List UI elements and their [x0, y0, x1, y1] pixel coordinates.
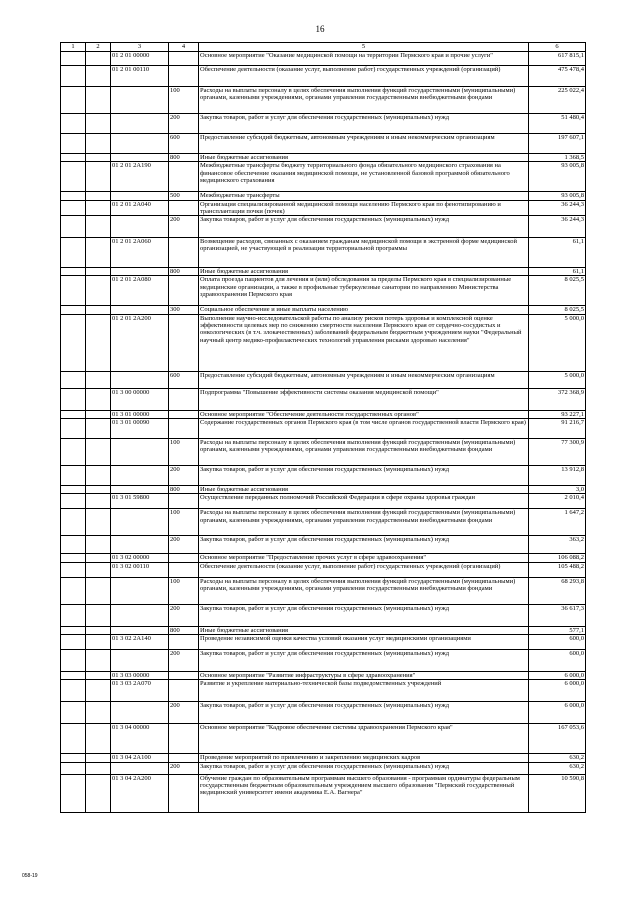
page-number: 16 [315, 24, 325, 34]
description-cell: Закупка товаров, работ и услуг для обеспечения государственных (муниципальных) нужд [199, 649, 529, 671]
table-row [61, 410, 586, 418]
amount-cell: 630,2 [529, 762, 586, 774]
section-cell [61, 774, 86, 812]
description-cell: Развитие и укрепление материально-технической базы подведомственных учреждений [199, 680, 529, 702]
target-article-cell: 01 2 01 2А200 [111, 314, 169, 371]
description-cell: Закупка товаров, работ и услуг для обеспечения государственных (муниципальных) нужд [199, 216, 529, 238]
table-row [61, 494, 586, 509]
expense-type-cell: 200 [169, 649, 199, 671]
amount-cell: 600,0 [529, 649, 586, 671]
table-row [61, 762, 586, 774]
amount-cell: 61,1 [529, 238, 586, 268]
section-cell [61, 680, 86, 702]
table-row [61, 114, 586, 134]
amount-cell: 36 244,3 [529, 216, 586, 238]
expense-type-cell: 200 [169, 536, 199, 554]
subsection-cell [86, 66, 111, 87]
description-cell: Основное мероприятие "Развитие инфраструктуры в сфере здравоохранения" [199, 671, 529, 679]
table-row [61, 306, 586, 314]
description-cell: Социальное обеспечение и иные выплаты населению [199, 306, 529, 314]
target-article-cell [111, 577, 169, 604]
description-cell: Межбюджетные трансферты бюджету территориального фонда обязательного медицинского страхования на финансовое обеспечение оказания медицинской помощи, не установленной базовой программой обязательного медицинского страхования [199, 162, 529, 192]
table-row [61, 702, 586, 724]
amount-cell: 105 488,2 [529, 562, 586, 577]
table-row [61, 509, 586, 536]
subsection-cell [86, 680, 111, 702]
expense-type-cell: 600 [169, 134, 199, 154]
expense-type-cell [169, 162, 199, 192]
subsection-cell [86, 419, 111, 439]
section-cell [61, 216, 86, 238]
expense-type-cell [169, 410, 199, 418]
table-row [61, 626, 586, 634]
description-cell: Закупка товаров, работ и услуг для обеспечения государственных (муниципальных) нужд [199, 536, 529, 554]
amount-cell: 93 005,8 [529, 192, 586, 200]
amount-cell: 5 000,0 [529, 314, 586, 371]
section-cell [61, 536, 86, 554]
section-cell [61, 419, 86, 439]
expense-type-cell: 800 [169, 626, 199, 634]
section-cell [61, 762, 86, 774]
target-article-cell [111, 604, 169, 626]
expense-type-cell [169, 554, 199, 562]
amount-cell: 197 607,1 [529, 134, 586, 154]
expense-type-cell: 200 [169, 466, 199, 486]
section-cell [61, 509, 86, 536]
expense-type-cell [169, 314, 199, 371]
target-article-cell: 01 2 01 2А190 [111, 162, 169, 192]
description-cell: Расходы на выплаты персоналу в целях обеспечения выполнения функций государственными (муниципальными) органами, казенными учреждениями, органами управления государственными внебюджетными фондами [199, 577, 529, 604]
section-cell [61, 671, 86, 679]
amount-cell: 617 815,1 [529, 52, 586, 66]
section-cell [61, 134, 86, 154]
expense-type-cell [169, 562, 199, 577]
description-cell: Проведение мероприятий по привлечению и закреплению медицинских кадров [199, 754, 529, 762]
description-cell: Осуществление переданных полномочий Российской Федерации в сфере охраны здоровья граждан [199, 494, 529, 509]
column-header: 6 [529, 43, 586, 52]
amount-cell: 372 368,9 [529, 388, 586, 410]
section-cell [61, 162, 86, 192]
target-article-cell [111, 466, 169, 486]
expense-type-cell: 100 [169, 509, 199, 536]
table-row [61, 276, 586, 306]
expense-type-cell: 800 [169, 486, 199, 494]
target-article-cell [111, 649, 169, 671]
subsection-cell [86, 702, 111, 724]
target-article-cell: 01 2 01 00110 [111, 66, 169, 87]
expense-type-cell: 100 [169, 577, 199, 604]
amount-cell: 1 368,5 [529, 154, 586, 162]
description-cell: Обучение граждан по образовательным программам высшего образования - программам ординатуры федеральным государственным бюджетным образовательным учреждением высшего образования "Пермский государственный медицинский университет имени академика Е.А. Вагнера" [199, 774, 529, 812]
description-cell: Основное мероприятие "Предоставление прочих услуг в сфере здравоохранения" [199, 554, 529, 562]
subsection-cell [86, 114, 111, 134]
amount-cell: 36 617,3 [529, 604, 586, 626]
subsection-cell [86, 754, 111, 762]
subsection-cell [86, 268, 111, 276]
table-row [61, 604, 586, 626]
section-cell [61, 87, 86, 114]
subsection-cell [86, 276, 111, 306]
section-cell [61, 634, 86, 649]
column-header: 4 [169, 43, 199, 52]
subsection-cell [86, 509, 111, 536]
amount-cell: 51 480,4 [529, 114, 586, 134]
description-cell: Основное мероприятие "Оказание медицинской помощи на территории Пермского края и прочие услуги" [199, 52, 529, 66]
footer-code: 058-19 [22, 873, 38, 879]
section-cell [61, 276, 86, 306]
column-header: 1 [61, 43, 86, 52]
expense-type-cell: 200 [169, 114, 199, 134]
description-cell: Содержание государственных органов Пермского края (в том числе органов государственной власти Пермского края) [199, 419, 529, 439]
section-cell [61, 754, 86, 762]
section-cell [61, 554, 86, 562]
table-row [61, 162, 586, 192]
subsection-cell [86, 314, 111, 371]
subsection-cell [86, 192, 111, 200]
amount-cell: 106 088,2 [529, 554, 586, 562]
target-article-cell: 01 3 01 00090 [111, 419, 169, 439]
subsection-cell [86, 494, 111, 509]
table-row [61, 371, 586, 388]
expense-type-cell [169, 200, 199, 216]
amount-cell: 61,1 [529, 268, 586, 276]
amount-cell: 8 025,5 [529, 276, 586, 306]
description-cell: Расходы на выплаты персоналу в целях обеспечения выполнения функций государственными (муниципальными) органами, казенными учреждениями, органами управления государственными внебюджетными фондами [199, 439, 529, 466]
description-cell: Иные бюджетные ассигнования [199, 486, 529, 494]
target-article-cell: 01 2 01 2А080 [111, 276, 169, 306]
amount-cell: 36 244,3 [529, 200, 586, 216]
description-cell: Обеспечение деятельности (оказание услуг, выполнение работ) государственных учреждений (организаций) [199, 562, 529, 577]
expense-type-cell [169, 388, 199, 410]
header-row [61, 43, 586, 52]
section-cell [61, 577, 86, 604]
description-cell: Предоставление субсидий бюджетным, автономным учреждениям и иным некоммерческим организациям [199, 371, 529, 388]
expense-type-cell [169, 419, 199, 439]
description-cell: Основное мероприятие "Кадровое обеспечение системы здравоохранения Пермского края" [199, 724, 529, 754]
target-article-cell: 01 3 02 00000 [111, 554, 169, 562]
amount-cell: 77 300,9 [529, 439, 586, 466]
target-article-cell [111, 486, 169, 494]
amount-cell: 10 590,8 [529, 774, 586, 812]
table-row [61, 671, 586, 679]
target-article-cell: 01 3 03 2А070 [111, 680, 169, 702]
section-cell [61, 200, 86, 216]
target-article-cell [111, 192, 169, 200]
table-row [61, 577, 586, 604]
expense-type-cell: 200 [169, 216, 199, 238]
expense-type-cell [169, 634, 199, 649]
table-row [61, 774, 586, 812]
expense-type-cell [169, 680, 199, 702]
table-row [61, 388, 586, 410]
expense-type-cell: 800 [169, 268, 199, 276]
table-row [61, 724, 586, 754]
section-cell [61, 702, 86, 724]
expense-type-cell: 200 [169, 604, 199, 626]
description-cell: Выполнение научно-исследовательской работы по анализу рисков потерь здоровья и комплексной оценке эффективности целевых мер по снижению смертности населения Пермского края от сердечно-сосудистых и онкологических (в т.ч. злокачественных) заболеваний федеральным бюджетным учреждением науки "Федеральный научный центр медико-профилактических технологий управления рисками здоровью населения" [199, 314, 529, 371]
amount-cell: 5 000,0 [529, 371, 586, 388]
subsection-cell [86, 410, 111, 418]
amount-cell: 475 478,4 [529, 66, 586, 87]
section-cell [61, 52, 86, 66]
subsection-cell [86, 554, 111, 562]
subsection-cell [86, 774, 111, 812]
amount-cell: 167 053,6 [529, 724, 586, 754]
expense-type-cell: 600 [169, 371, 199, 388]
table-row [61, 154, 586, 162]
target-article-cell: 01 3 02 00110 [111, 562, 169, 577]
subsection-cell [86, 238, 111, 268]
description-cell: Расходы на выплаты персоналу в целях обеспечения выполнения функций государственными (муниципальными) органами, казенными учреждениями, органами управления государственными внебюджетными фондами [199, 87, 529, 114]
description-cell: Расходы на выплаты персоналу в целях обеспечения выполнения функций государственными (муниципальными) органами, казенными учреждениями, органами управления государственными внебюджетными фондами [199, 509, 529, 536]
target-article-cell [111, 536, 169, 554]
section-cell [61, 268, 86, 276]
target-article-cell: 01 2 01 2А060 [111, 238, 169, 268]
target-article-cell: 01 2 01 00000 [111, 52, 169, 66]
expense-type-cell: 200 [169, 762, 199, 774]
target-article-cell [111, 439, 169, 466]
amount-cell: 6 000,0 [529, 680, 586, 702]
subsection-cell [86, 626, 111, 634]
target-article-cell: 01 3 02 2А140 [111, 634, 169, 649]
target-article-cell [111, 216, 169, 238]
table-row [61, 52, 586, 66]
subsection-cell [86, 466, 111, 486]
description-cell: Подпрограмма "Повышение эффективности системы оказания медицинской помощи" [199, 388, 529, 410]
subsection-cell [86, 200, 111, 216]
description-cell: Организация специализированной медицинской помощи населению Пермского края по фенотипированию и трансплантации почки (почек) [199, 200, 529, 216]
amount-cell: 630,2 [529, 754, 586, 762]
table-row [61, 634, 586, 649]
target-article-cell [111, 306, 169, 314]
description-cell: Оплата проезда пациентов для лечения и (или) обследования за пределы Пермского края в специализированные медицинские организации, а также в профильные туберкулезные санатории по направлению Министерства здравоохранения Пермского края [199, 276, 529, 306]
expense-type-cell: 200 [169, 702, 199, 724]
column-header: 2 [86, 43, 111, 52]
subsection-cell [86, 371, 111, 388]
target-article-cell [111, 268, 169, 276]
amount-cell: 93 227,1 [529, 410, 586, 418]
table-row [61, 649, 586, 671]
section-cell [61, 388, 86, 410]
table-row [61, 754, 586, 762]
subsection-cell [86, 634, 111, 649]
subsection-cell [86, 87, 111, 114]
table-row [61, 562, 586, 577]
target-article-cell [111, 702, 169, 724]
description-cell: Предоставление субсидий бюджетным, автономным учреждениям и иным некоммерческим организациям [199, 134, 529, 154]
section-cell [61, 649, 86, 671]
table-row [61, 439, 586, 466]
description-cell: Иные бюджетные ассигнования [199, 154, 529, 162]
subsection-cell [86, 762, 111, 774]
expense-type-cell: 300 [169, 306, 199, 314]
amount-cell: 577,1 [529, 626, 586, 634]
expense-type-cell [169, 276, 199, 306]
target-article-cell: 01 2 01 2А040 [111, 200, 169, 216]
target-article-cell [111, 134, 169, 154]
table-row [61, 134, 586, 154]
target-article-cell: 01 3 04 2А200 [111, 774, 169, 812]
amount-cell: 363,2 [529, 536, 586, 554]
target-article-cell: 01 3 00 00000 [111, 388, 169, 410]
subsection-cell [86, 724, 111, 754]
table-row [61, 66, 586, 87]
description-cell: Межбюджетные трансферты [199, 192, 529, 200]
target-article-cell [111, 509, 169, 536]
column-header: 3 [111, 43, 169, 52]
amount-cell: 91 216,7 [529, 419, 586, 439]
expense-type-cell [169, 66, 199, 87]
table-row [61, 680, 586, 702]
section-cell [61, 724, 86, 754]
description-cell: Обеспечение деятельности (оказание услуг, выполнение работ) государственных учреждений (организаций) [199, 66, 529, 87]
target-article-cell [111, 154, 169, 162]
description-cell: Возмещение расходов, связанных с оказанием гражданам медицинской помощи в экстренной форме медицинской организацией, не участвующей в реализации территориальной программы [199, 238, 529, 268]
expense-type-cell [169, 671, 199, 679]
section-cell [61, 314, 86, 371]
amount-cell: 6 000,0 [529, 702, 586, 724]
description-cell: Закупка товаров, работ и услуг для обеспечения государственных (муниципальных) нужд [199, 114, 529, 134]
subsection-cell [86, 562, 111, 577]
expense-type-cell: 100 [169, 439, 199, 466]
section-cell [61, 494, 86, 509]
expense-type-cell [169, 754, 199, 762]
table-row [61, 216, 586, 238]
section-cell [61, 410, 86, 418]
description-cell: Иные бюджетные ассигнования [199, 626, 529, 634]
section-cell [61, 192, 86, 200]
description-cell: Закупка товаров, работ и услуг для обеспечения государственных (муниципальных) нужд [199, 702, 529, 724]
expense-type-cell: 800 [169, 154, 199, 162]
description-cell: Закупка товаров, работ и услуг для обеспечения государственных (муниципальных) нужд [199, 762, 529, 774]
description-cell: Закупка товаров, работ и услуг для обеспечения государственных (муниципальных) нужд [199, 466, 529, 486]
subsection-cell [86, 486, 111, 494]
target-article-cell [111, 114, 169, 134]
budget-table [60, 42, 586, 813]
expense-type-cell [169, 52, 199, 66]
subsection-cell [86, 439, 111, 466]
amount-cell: 225 022,4 [529, 87, 586, 114]
section-cell [61, 114, 86, 134]
table-body [61, 52, 586, 813]
table-row [61, 536, 586, 554]
expense-type-cell [169, 494, 199, 509]
expense-type-cell [169, 724, 199, 754]
amount-cell: 8 025,5 [529, 306, 586, 314]
table-row [61, 238, 586, 268]
amount-cell: 3,0 [529, 486, 586, 494]
subsection-cell [86, 52, 111, 66]
amount-cell: 93 005,8 [529, 162, 586, 192]
section-cell [61, 154, 86, 162]
section-cell [61, 562, 86, 577]
target-article-cell [111, 762, 169, 774]
description-cell: Проведение независимой оценки качества условий оказания услуг медицинскими организациями [199, 634, 529, 649]
subsection-cell [86, 154, 111, 162]
subsection-cell [86, 216, 111, 238]
section-cell [61, 439, 86, 466]
amount-cell: 13 912,8 [529, 466, 586, 486]
amount-cell: 6 000,0 [529, 671, 586, 679]
description-cell: Иные бюджетные ассигнования [199, 268, 529, 276]
amount-cell: 600,0 [529, 634, 586, 649]
section-cell [61, 466, 86, 486]
table-row [61, 268, 586, 276]
target-article-cell: 01 3 03 00000 [111, 671, 169, 679]
target-article-cell [111, 371, 169, 388]
expense-type-cell [169, 774, 199, 812]
section-cell [61, 66, 86, 87]
subsection-cell [86, 671, 111, 679]
section-cell [61, 626, 86, 634]
target-article-cell: 01 3 04 2А100 [111, 754, 169, 762]
description-cell: Закупка товаров, работ и услуг для обеспечения государственных (муниципальных) нужд [199, 604, 529, 626]
target-article-cell [111, 87, 169, 114]
table-row [61, 314, 586, 371]
subsection-cell [86, 306, 111, 314]
target-article-cell [111, 626, 169, 634]
table-row [61, 200, 586, 216]
table-row [61, 554, 586, 562]
section-cell [61, 371, 86, 388]
section-cell [61, 306, 86, 314]
table-row [61, 192, 586, 200]
amount-cell: 68 293,8 [529, 577, 586, 604]
table-row [61, 486, 586, 494]
subsection-cell [86, 649, 111, 671]
column-header: 5 [199, 43, 529, 52]
table-row [61, 87, 586, 114]
amount-cell: 2 010,4 [529, 494, 586, 509]
table-row [61, 466, 586, 486]
subsection-cell [86, 604, 111, 626]
subsection-cell [86, 577, 111, 604]
expense-type-cell: 100 [169, 87, 199, 114]
subsection-cell [86, 536, 111, 554]
amount-cell: 1 647,2 [529, 509, 586, 536]
target-article-cell: 01 3 04 00000 [111, 724, 169, 754]
expense-type-cell [169, 238, 199, 268]
subsection-cell [86, 388, 111, 410]
table-row [61, 419, 586, 439]
target-article-cell: 01 3 01 59800 [111, 494, 169, 509]
section-cell [61, 604, 86, 626]
section-cell [61, 238, 86, 268]
subsection-cell [86, 134, 111, 154]
description-cell: Основное мероприятие "Обеспечение деятельности государственных органов" [199, 410, 529, 418]
target-article-cell: 01 3 01 00000 [111, 410, 169, 418]
section-cell [61, 486, 86, 494]
expense-type-cell: 500 [169, 192, 199, 200]
subsection-cell [86, 162, 111, 192]
